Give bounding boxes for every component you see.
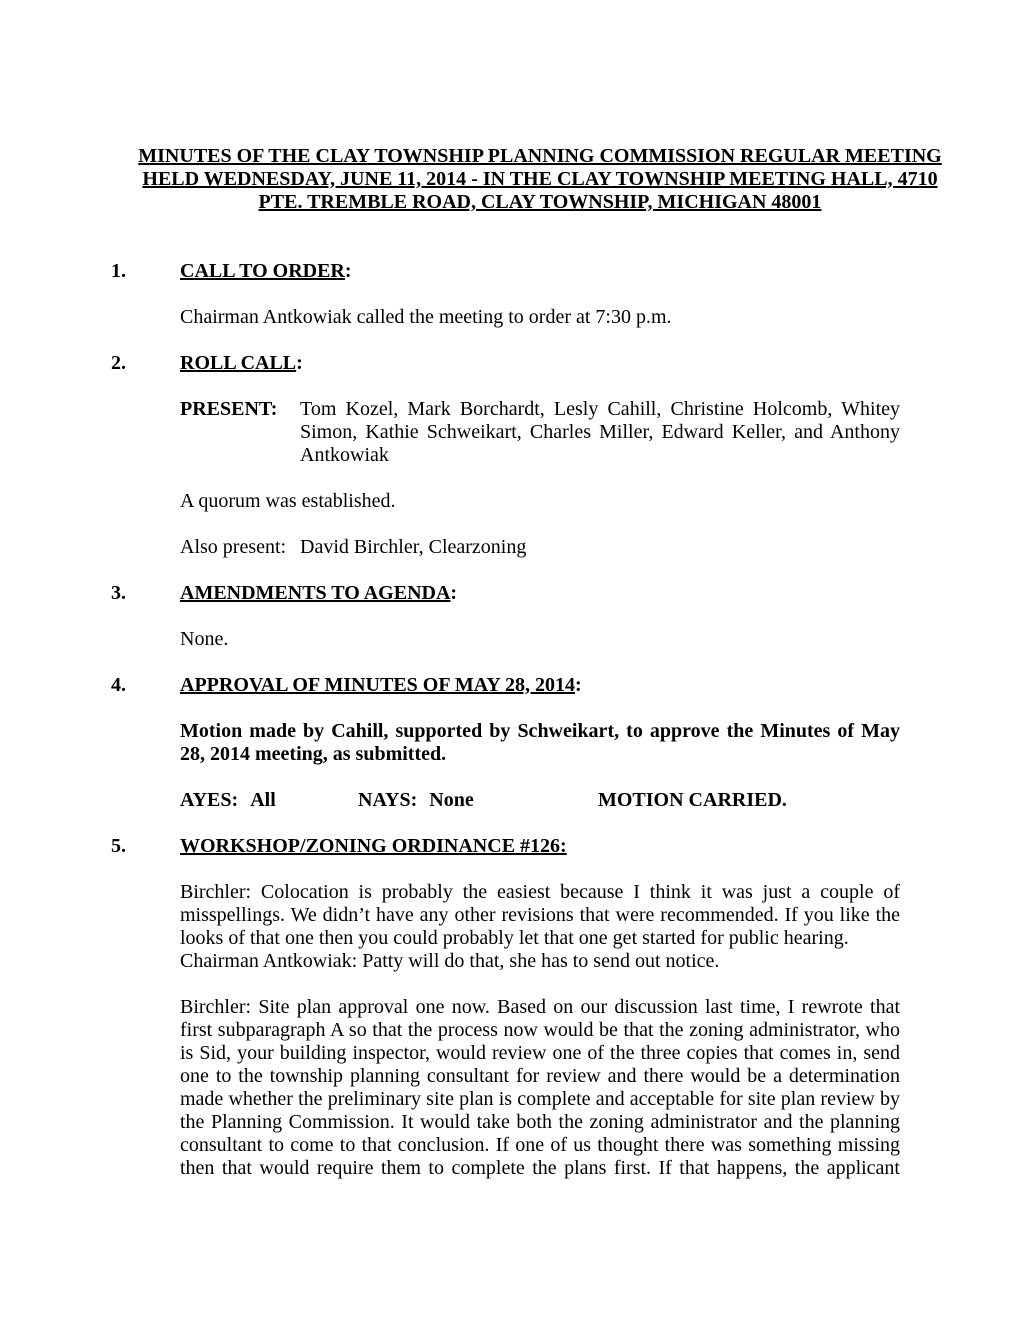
section-5-number: 5. bbox=[111, 835, 126, 857]
call-to-order-paragraph: Chairman Antkowiak called the meeting to order at 7:30 p.m. bbox=[180, 306, 672, 328]
text-line: Birchler: Site plan approval one now. Based on our discussion last time, I rewrote that bbox=[180, 996, 900, 1018]
text-line: Antkowiak bbox=[300, 444, 389, 466]
text-line: Birchler: Colocation is probably the easiest because I think it was just a couple of bbox=[180, 881, 900, 903]
text-line: made whether the preliminary site plan is complete and acceptable for site plan review by bbox=[180, 1088, 900, 1110]
text-line: PTE. TREMBLE ROAD, CLAY TOWNSHIP, MICHIGAN 48001 bbox=[258, 191, 822, 213]
text-line: Motion made by Cahill, supported by Schweikart, to approve the Minutes of May bbox=[180, 720, 900, 742]
vote-result-row bbox=[180, 789, 900, 812]
section-2-heading-colon: : bbox=[296, 352, 303, 374]
text-line: HELD WEDNESDAY, JUNE 11, 2014 - IN THE CLAY TOWNSHIP MEETING HALL, 4710 bbox=[142, 168, 938, 190]
birchler-site-plan-paragraph bbox=[180, 996, 900, 1180]
section-5-heading-row bbox=[111, 835, 1020, 858]
amendments-paragraph: None. bbox=[180, 628, 229, 650]
text-line: consultant to come to that conclusion. If one of us thought there was something missing bbox=[180, 1134, 900, 1156]
section-3-heading-row bbox=[111, 582, 1020, 605]
motion-carried-text: MOTION CARRIED. bbox=[598, 789, 787, 811]
ayes-label: AYES: bbox=[180, 789, 239, 811]
text-line: first subparagraph A so that the process now would be that the zoning administrator, who bbox=[180, 1019, 900, 1041]
also-present-row bbox=[180, 536, 900, 559]
present-names bbox=[300, 398, 900, 467]
section-2-heading: ROLL CALL bbox=[180, 352, 297, 374]
section-2-heading-row bbox=[111, 352, 1020, 375]
text-line: Chairman Antkowiak: Patty will do that, she has to send out notice. bbox=[180, 950, 720, 972]
present-label: PRESENT: bbox=[180, 398, 278, 420]
document-title bbox=[120, 145, 960, 214]
section-3-heading-colon: : bbox=[450, 582, 458, 604]
text-line: Simon, Kathie Schweikart, Charles Miller, Edward Keller, and Anthony bbox=[300, 421, 900, 443]
text-line: then that would require them to complete the plans first. If that happens, the applicant bbox=[180, 1157, 900, 1179]
text-line: the Planning Commission. It would take both the zoning administrator and the planning bbox=[180, 1111, 900, 1133]
section-1-heading: CALL TO ORDER bbox=[180, 260, 345, 282]
section-5-heading: WORKSHOP/ZONING ORDINANCE #126: bbox=[180, 835, 567, 857]
section-4-number: 4. bbox=[111, 674, 126, 696]
section-1-heading-colon: : bbox=[344, 260, 352, 282]
document-content bbox=[0, 145, 1020, 1203]
section-1-number: 1. bbox=[111, 260, 126, 282]
roll-call-present-row bbox=[180, 398, 900, 467]
nays-value: None bbox=[429, 789, 474, 811]
ayes-value: All bbox=[250, 789, 276, 811]
text-line: MINUTES OF THE CLAY TOWNSHIP PLANNING COMMISSION REGULAR MEETING bbox=[138, 145, 942, 167]
also-present-label: Also present: bbox=[180, 536, 287, 558]
text-line: is Sid, your building inspector, would review one of the three copies that comes in, send bbox=[180, 1042, 900, 1064]
section-1-heading-row bbox=[111, 260, 1020, 283]
section-4-heading-row bbox=[111, 674, 1020, 697]
text-line: Tom Kozel, Mark Borchardt, Lesly Cahill, Christine Holcomb, Whitey bbox=[300, 398, 900, 420]
quorum-paragraph: A quorum was established. bbox=[180, 490, 396, 512]
nays-group bbox=[358, 789, 474, 812]
also-present-value: David Birchler, Clearzoning bbox=[300, 536, 527, 558]
antkowiak-reply-paragraph bbox=[180, 950, 900, 973]
text-line: one to the township planning consultant for review and there would be a determination bbox=[180, 1065, 900, 1087]
text-line: misspellings. We didn’t have any other revisions that were recommended. If you like the bbox=[180, 904, 900, 926]
section-2-number: 2. bbox=[111, 352, 126, 374]
text-line: looks of that one then you could probably let that one get started for public hearing. bbox=[180, 927, 849, 949]
nays-label: NAYS: bbox=[358, 789, 418, 811]
section-4-heading-colon: : bbox=[575, 674, 582, 696]
birchler-colocation-paragraph bbox=[180, 881, 900, 950]
workshop-discussion-1 bbox=[180, 881, 900, 973]
section-4-heading: APPROVAL OF MINUTES OF MAY 28, 2014 bbox=[180, 674, 576, 696]
motion-paragraph bbox=[180, 720, 900, 766]
section-3-number: 3. bbox=[111, 582, 126, 604]
ayes-group bbox=[180, 789, 276, 811]
section-3-heading: AMENDMENTS TO AGENDA bbox=[180, 582, 451, 604]
text-line: 28, 2014 meeting, as submitted. bbox=[180, 743, 447, 765]
